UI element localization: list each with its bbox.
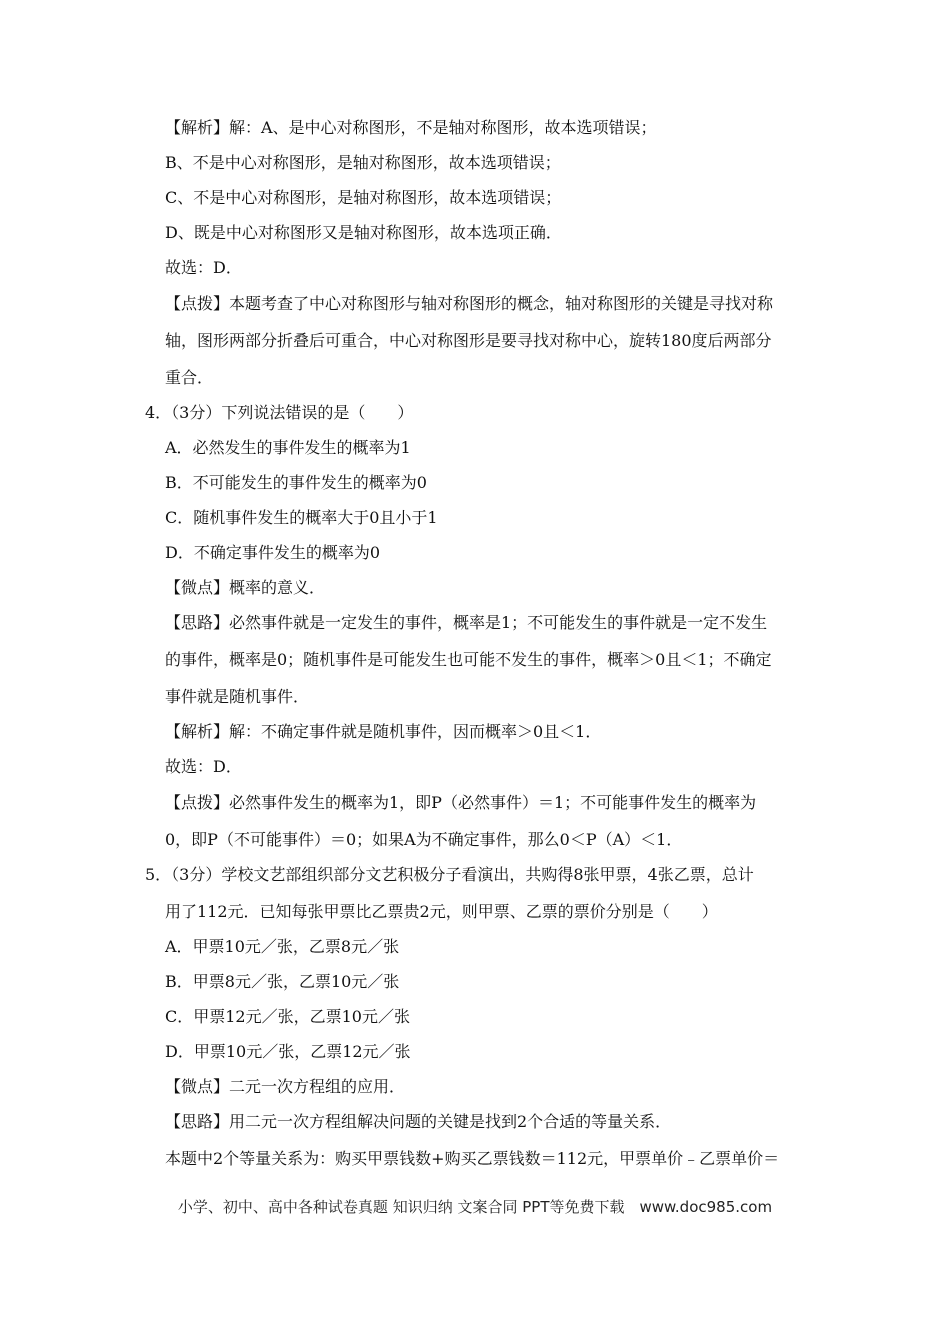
text-line: 本题中2个等量关系为：购买甲票钱数+购买乙票钱数＝112元，甲票单价﹣乙票单价＝ [165, 1149, 780, 1168]
option-a: A．必然发生的事件发生的概率为1 [165, 438, 411, 457]
question-4-stem: 4．（3分）下列说法错误的是（ ） [145, 403, 414, 422]
text-line: B、不是中心对称图形，是轴对称图形，故本选项错误； [165, 153, 561, 172]
option-d: D．甲票10元／张，乙票12元／张 [165, 1042, 411, 1061]
text-line: 事件就是随机事件． [165, 687, 310, 706]
text-line: 用了112元．已知每张甲票比乙票贵2元，则甲票、乙票的票价分别是（ ） [165, 902, 718, 921]
text-line: C、不是中心对称图形，是轴对称图形，故本选项错误； [165, 188, 562, 207]
text-line: 【解析】解：不确定事件就是随机事件，因而概率＞0且＜1． [165, 722, 602, 741]
option-b: B．不可能发生的事件发生的概率为0 [165, 473, 427, 492]
page-footer: 小学、初中、高中各种试卷真题 知识归纳 文案合同 PPT等免费下载 www.doc985.com [177, 1198, 773, 1216]
question-5-stem: 5．（3分）学校文艺部组织部分文艺积极分子看演出，共购得8张甲票，4张乙票，总计 [145, 865, 754, 884]
text-line: 0，即P（不可能事件）＝0；如果A为不确定事件，那么0＜P（A）＜1． [165, 830, 683, 849]
text-line: 【点拨】本题考查了中心对称图形与轴对称图形的概念，轴对称图形的关键是寻找对称 [165, 294, 774, 313]
text-line: 轴，图形两部分折叠后可重合，中心对称图形是要寻找对称中心，旋转180度后两部分 [165, 331, 772, 350]
option-c: C．甲票12元／张，乙票10元／张 [165, 1007, 410, 1026]
text-line: 【点拨】必然事件发生的概率为1，即P（必然事件）＝1；不可能事件发生的概率为 [165, 793, 757, 812]
text-line: D、既是中心对称图形又是轴对称图形，故本选项正确． [165, 223, 562, 242]
text-line: 【解析】解：A、是中心对称图形，不是轴对称图形，故本选项错误； [165, 118, 657, 137]
text-line: 【思路】必然事件就是一定发生的事件，概率是1；不可能发生的事件就是一定不发生 [165, 613, 768, 632]
option-b: B．甲票8元／张，乙票10元／张 [165, 972, 400, 991]
text-line: 故选：D． [165, 757, 242, 776]
text-line: 【微点】二元一次方程组的应用． [165, 1077, 406, 1096]
text-line: 【思路】用二元一次方程组解决问题的关键是找到2个合适的等量关系． [165, 1112, 672, 1131]
text-line: 【微点】概率的意义． [165, 578, 326, 597]
text-line: 故选：D． [165, 258, 242, 277]
text-line: 重合． [165, 368, 214, 387]
option-c: C．随机事件发生的概率大于0且小于1 [165, 508, 438, 527]
option-d: D．不确定事件发生的概率为0 [165, 543, 381, 562]
text-line: 的事件，概率是0；随机事件是可能发生也可能不发生的事件，概率＞0且＜1；不确定 [165, 650, 772, 669]
option-a: A．甲票10元／张，乙票8元／张 [165, 937, 400, 956]
